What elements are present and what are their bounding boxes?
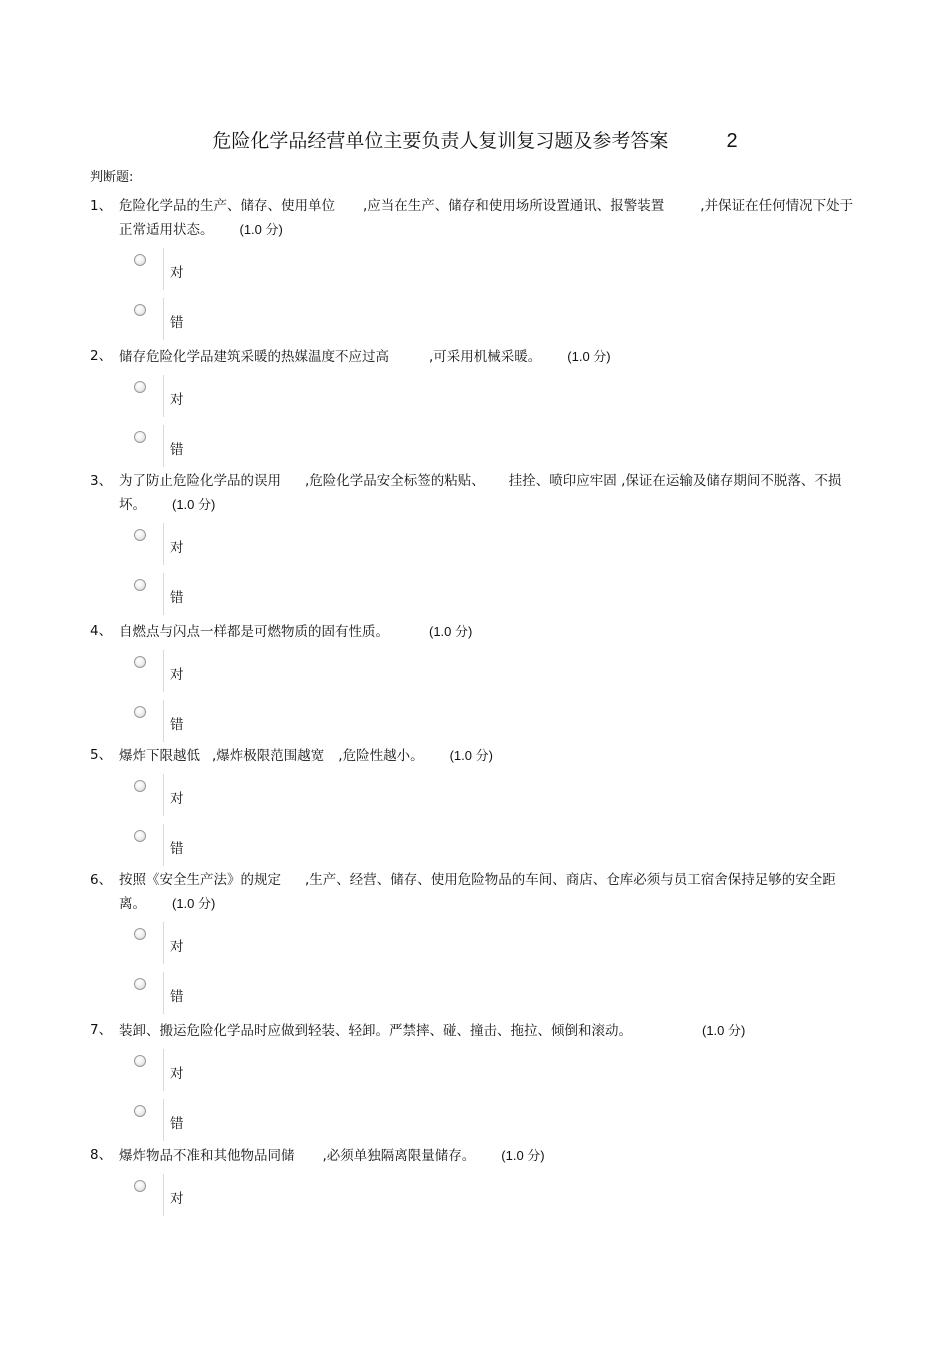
question-text-part: ,危险性越小。 bbox=[338, 748, 424, 764]
question-1 bbox=[90, 195, 860, 348]
question-text-part: 危险化学品的生产、储存、使用单位 bbox=[119, 198, 335, 214]
option-label: 对 bbox=[170, 540, 184, 556]
title-number: 2 bbox=[726, 130, 738, 152]
option-divider bbox=[163, 700, 164, 742]
question-number: 6、 bbox=[90, 872, 113, 888]
option-divider bbox=[163, 298, 164, 340]
option-divider bbox=[163, 650, 164, 692]
question-text-part: 爆炸物品不准和其他物品同储 bbox=[119, 1148, 295, 1164]
option-label: 对 bbox=[170, 265, 184, 281]
question-text-part: ,生产、经营、储存、使用危险物品的车间、商店、仓库必须与员工宿舍保持足够的安全距离。 bbox=[119, 872, 836, 912]
question-text-part: 储存危险化学品建筑采暖的热媒温度不应过高 bbox=[119, 349, 389, 365]
option-true[interactable] bbox=[90, 922, 860, 972]
question-text bbox=[119, 470, 859, 517]
option-true[interactable] bbox=[90, 523, 860, 573]
question-text-part: ,必须单独隔离限量储存。 bbox=[322, 1148, 476, 1164]
radio-button-icon[interactable] bbox=[134, 381, 146, 393]
question-text-part: ,爆炸极限范围越宽 bbox=[212, 748, 325, 764]
option-false[interactable] bbox=[90, 425, 860, 475]
option-true[interactable] bbox=[90, 248, 860, 298]
question-stem bbox=[90, 869, 860, 916]
option-label: 对 bbox=[170, 392, 184, 408]
question-stem bbox=[90, 470, 860, 517]
section-label: 判断题: bbox=[90, 170, 134, 185]
question-score: (1.0 分) bbox=[172, 497, 216, 512]
question-number: 7、 bbox=[90, 1022, 113, 1038]
option-label: 对 bbox=[170, 1066, 184, 1082]
option-divider bbox=[163, 1099, 164, 1141]
question-score: (1.0 分) bbox=[429, 624, 473, 639]
question-text-part: 为了防止危险化学品的误用 bbox=[119, 473, 281, 489]
question-score: (1.0 分) bbox=[567, 349, 611, 364]
question-stem bbox=[90, 620, 860, 644]
option-divider bbox=[163, 824, 164, 866]
radio-button-icon[interactable] bbox=[134, 304, 146, 316]
option-divider bbox=[163, 972, 164, 1014]
option-divider bbox=[163, 1174, 164, 1216]
option-label: 对 bbox=[170, 939, 184, 955]
option-true[interactable] bbox=[90, 1049, 860, 1099]
question-score: (1.0 分) bbox=[702, 1023, 746, 1038]
option-label: 错 bbox=[170, 841, 184, 857]
answer-options bbox=[90, 248, 860, 348]
radio-button-icon[interactable] bbox=[134, 928, 146, 940]
option-label: 对 bbox=[170, 667, 184, 683]
option-divider bbox=[163, 425, 164, 467]
option-label: 错 bbox=[170, 717, 184, 733]
radio-button-icon[interactable] bbox=[134, 706, 146, 718]
radio-button-icon[interactable] bbox=[134, 780, 146, 792]
question-number: 4、 bbox=[90, 623, 113, 639]
question-8 bbox=[90, 1144, 860, 1224]
question-text-part: 装卸、搬运危险化学品时应做到轻装、轻卸。严禁摔、碰、撞击、拖拉、倾倒和滚动。 bbox=[119, 1023, 632, 1039]
answer-options bbox=[90, 1049, 860, 1149]
question-stem bbox=[90, 345, 860, 369]
radio-button-icon[interactable] bbox=[134, 978, 146, 990]
question-number: 2、 bbox=[90, 348, 113, 364]
question-text-part: 自燃点与闪点一样都是可燃物质的固有性质。 bbox=[119, 624, 389, 640]
title-text: 危险化学品经营单位主要负责人复训复习题及参考答案 bbox=[212, 130, 669, 152]
question-text-part: 爆炸下限越低 bbox=[119, 748, 200, 764]
radio-button-icon[interactable] bbox=[134, 1105, 146, 1117]
option-false[interactable] bbox=[90, 298, 860, 348]
radio-button-icon[interactable] bbox=[134, 1055, 146, 1067]
radio-button-icon[interactable] bbox=[134, 579, 146, 591]
question-text-part: ,并保证在任何情况下处于正常适用状态。 bbox=[119, 198, 854, 238]
option-label: 错 bbox=[170, 989, 184, 1005]
question-number: 8、 bbox=[90, 1147, 113, 1163]
question-6 bbox=[90, 869, 860, 1022]
option-false[interactable] bbox=[90, 824, 860, 874]
radio-button-icon[interactable] bbox=[134, 529, 146, 541]
option-label: 错 bbox=[170, 1116, 184, 1132]
question-text bbox=[119, 620, 859, 644]
option-false[interactable] bbox=[90, 700, 860, 750]
question-2 bbox=[90, 345, 860, 475]
question-text bbox=[119, 345, 859, 369]
question-text-part: ,应当在生产、储存和使用场所设置通讯、报警装置 bbox=[363, 198, 665, 214]
question-text bbox=[119, 1019, 859, 1043]
question-score: (1.0 分) bbox=[449, 748, 493, 763]
question-stem bbox=[90, 195, 860, 242]
option-label: 错 bbox=[170, 442, 184, 458]
question-5 bbox=[90, 744, 860, 874]
question-number: 5、 bbox=[90, 747, 113, 763]
option-false[interactable] bbox=[90, 573, 860, 623]
question-text-part: 挂拴、喷印应牢固 ,保证在运输及储存期间不脱落、不损坏。 bbox=[119, 473, 842, 513]
question-text-part: 按照《安全生产法》的规定 bbox=[119, 872, 281, 888]
option-true[interactable] bbox=[90, 1174, 860, 1224]
option-label: 对 bbox=[170, 1191, 184, 1207]
radio-button-icon[interactable] bbox=[134, 254, 146, 266]
question-score: (1.0 分) bbox=[501, 1148, 545, 1163]
option-false[interactable] bbox=[90, 972, 860, 1022]
radio-button-icon[interactable] bbox=[134, 1180, 146, 1192]
answer-options bbox=[90, 774, 860, 874]
question-stem bbox=[90, 1144, 860, 1168]
option-divider bbox=[163, 774, 164, 816]
option-divider bbox=[163, 1049, 164, 1091]
question-text bbox=[119, 744, 859, 768]
radio-button-icon[interactable] bbox=[134, 656, 146, 668]
option-label: 错 bbox=[170, 315, 184, 331]
question-text-part: ,可采用机械采暖。 bbox=[429, 349, 542, 365]
option-true[interactable] bbox=[90, 650, 860, 700]
question-4 bbox=[90, 620, 860, 750]
answer-options bbox=[90, 523, 860, 623]
answer-options bbox=[90, 375, 860, 475]
option-label: 对 bbox=[170, 791, 184, 807]
question-text bbox=[119, 195, 859, 242]
question-text bbox=[119, 869, 859, 916]
question-number: 1、 bbox=[90, 198, 113, 214]
question-score: (1.0 分) bbox=[172, 896, 216, 911]
option-divider bbox=[163, 523, 164, 565]
answer-options bbox=[90, 1174, 860, 1224]
option-divider bbox=[163, 922, 164, 964]
question-text bbox=[119, 1144, 859, 1168]
option-divider bbox=[163, 573, 164, 615]
option-true[interactable] bbox=[90, 774, 860, 824]
question-score: (1.0 分) bbox=[239, 222, 283, 237]
question-3 bbox=[90, 470, 860, 623]
option-true[interactable] bbox=[90, 375, 860, 425]
option-divider bbox=[163, 248, 164, 290]
page-title bbox=[0, 128, 950, 154]
question-stem bbox=[90, 1019, 860, 1043]
question-7 bbox=[90, 1019, 860, 1149]
radio-button-icon[interactable] bbox=[134, 431, 146, 443]
answer-options bbox=[90, 650, 860, 750]
option-label: 错 bbox=[170, 590, 184, 606]
question-number: 3、 bbox=[90, 473, 113, 489]
option-divider bbox=[163, 375, 164, 417]
option-false[interactable] bbox=[90, 1099, 860, 1149]
answer-options bbox=[90, 922, 860, 1022]
question-text-part: ,危险化学品安全标签的粘贴、 bbox=[305, 473, 485, 489]
question-stem bbox=[90, 744, 860, 768]
radio-button-icon[interactable] bbox=[134, 830, 146, 842]
